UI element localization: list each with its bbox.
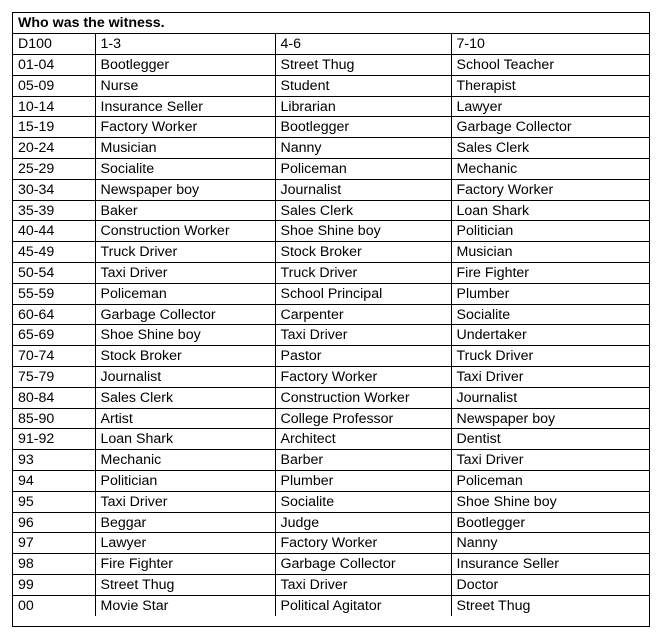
cell-result-4-6: Carpenter xyxy=(275,304,451,325)
table-row xyxy=(13,221,649,242)
cell-roll-range: 60-64 xyxy=(13,304,95,325)
cell-result-4-6: Architect xyxy=(275,429,451,450)
cell-result-4-6: Street Thug xyxy=(275,55,451,76)
cell-roll-range: 05-09 xyxy=(13,75,95,96)
table-row xyxy=(13,325,649,346)
table-row xyxy=(13,200,649,221)
title-row xyxy=(13,13,649,34)
cell-result-1-3: Truck Driver xyxy=(95,242,275,263)
table-row xyxy=(13,491,649,512)
cell-roll-range: 15-19 xyxy=(13,117,95,138)
table-row xyxy=(13,595,649,616)
witness-table xyxy=(13,13,649,616)
table-row xyxy=(13,346,649,367)
header-row xyxy=(13,34,649,55)
cell-result-1-3: Lawyer xyxy=(95,533,275,554)
cell-result-1-3: Artist xyxy=(95,408,275,429)
cell-result-7-10: Journalist xyxy=(451,387,649,408)
cell-result-7-10: Policeman xyxy=(451,471,649,492)
cell-result-7-10: Socialite xyxy=(451,304,649,325)
cell-result-7-10: Politician xyxy=(451,221,649,242)
cell-result-4-6: Socialite xyxy=(275,491,451,512)
cell-roll-range: 70-74 xyxy=(13,346,95,367)
cell-result-1-3: Construction Worker xyxy=(95,221,275,242)
cell-result-7-10: Taxi Driver xyxy=(451,367,649,388)
table-row xyxy=(13,242,649,263)
cell-roll-range: 99 xyxy=(13,575,95,596)
cell-roll-range: 00 xyxy=(13,595,95,616)
table-row xyxy=(13,575,649,596)
cell-result-7-10: Factory Worker xyxy=(451,179,649,200)
cell-result-4-6: Plumber xyxy=(275,471,451,492)
cell-result-1-3: Factory Worker xyxy=(95,117,275,138)
cell-result-4-6: College Professor xyxy=(275,408,451,429)
cell-result-4-6: Taxi Driver xyxy=(275,325,451,346)
cell-result-7-10: Street Thug xyxy=(451,595,649,616)
cell-result-7-10: Musician xyxy=(451,242,649,263)
cell-roll-range: 95 xyxy=(13,491,95,512)
table-row xyxy=(13,55,649,76)
cell-roll-range: 40-44 xyxy=(13,221,95,242)
cell-result-7-10: Undertaker xyxy=(451,325,649,346)
table-row xyxy=(13,159,649,180)
cell-result-1-3: Policeman xyxy=(95,283,275,304)
cell-result-4-6: Librarian xyxy=(275,96,451,117)
cell-result-1-3: Musician xyxy=(95,138,275,159)
cell-result-7-10: Dentist xyxy=(451,429,649,450)
table-row xyxy=(13,117,649,138)
table-row xyxy=(13,471,649,492)
table-row xyxy=(13,387,649,408)
cell-roll-range: 94 xyxy=(13,471,95,492)
cell-roll-range: 25-29 xyxy=(13,159,95,180)
cell-result-1-3: Journalist xyxy=(95,367,275,388)
cell-roll-range: 35-39 xyxy=(13,200,95,221)
table-row xyxy=(13,96,649,117)
cell-result-4-6: Factory Worker xyxy=(275,533,451,554)
cell-roll-range: 85-90 xyxy=(13,408,95,429)
cell-result-1-3: Taxi Driver xyxy=(95,491,275,512)
cell-result-1-3: Bootlegger xyxy=(95,55,275,76)
cell-roll-range: 30-34 xyxy=(13,179,95,200)
cell-roll-range: 10-14 xyxy=(13,96,95,117)
table-row xyxy=(13,283,649,304)
header-cell-roll: D100 xyxy=(13,34,95,55)
cell-result-1-3: Baker xyxy=(95,200,275,221)
cell-result-1-3: Street Thug xyxy=(95,575,275,596)
cell-result-7-10: Mechanic xyxy=(451,159,649,180)
cell-result-1-3: Taxi Driver xyxy=(95,263,275,284)
cell-result-1-3: Shoe Shine boy xyxy=(95,325,275,346)
cell-result-7-10: Plumber xyxy=(451,283,649,304)
cell-roll-range: 97 xyxy=(13,533,95,554)
cell-result-1-3: Sales Clerk xyxy=(95,387,275,408)
cell-result-1-3: Insurance Seller xyxy=(95,96,275,117)
cell-result-1-3: Nurse xyxy=(95,75,275,96)
table-row xyxy=(13,429,649,450)
cell-result-4-6: Political Agitator xyxy=(275,595,451,616)
cell-result-1-3: Garbage Collector xyxy=(95,304,275,325)
cell-result-7-10: Taxi Driver xyxy=(451,450,649,471)
table-row xyxy=(13,263,649,284)
witness-table-frame xyxy=(12,12,650,627)
cell-roll-range: 65-69 xyxy=(13,325,95,346)
table-row xyxy=(13,450,649,471)
table-title: Who was the witness. xyxy=(13,13,649,34)
cell-result-7-10: Loan Shark xyxy=(451,200,649,221)
cell-result-1-3: Fire Fighter xyxy=(95,554,275,575)
header-cell-1-3: 1-3 xyxy=(95,34,275,55)
cell-result-4-6: Student xyxy=(275,75,451,96)
cell-result-7-10: Fire Fighter xyxy=(451,263,649,284)
cell-roll-range: 98 xyxy=(13,554,95,575)
table-row xyxy=(13,367,649,388)
cell-result-4-6: Garbage Collector xyxy=(275,554,451,575)
cell-result-7-10: Shoe Shine boy xyxy=(451,491,649,512)
cell-result-4-6: Factory Worker xyxy=(275,367,451,388)
cell-result-7-10: Newspaper boy xyxy=(451,408,649,429)
cell-result-4-6: Policeman xyxy=(275,159,451,180)
header-cell-4-6: 4-6 xyxy=(275,34,451,55)
cell-result-7-10: Sales Clerk xyxy=(451,138,649,159)
cell-result-4-6: School Principal xyxy=(275,283,451,304)
table-row xyxy=(13,138,649,159)
table-row xyxy=(13,179,649,200)
cell-result-7-10: Lawyer xyxy=(451,96,649,117)
cell-result-7-10: Bootlegger xyxy=(451,512,649,533)
cell-roll-range: 50-54 xyxy=(13,263,95,284)
cell-result-1-3: Mechanic xyxy=(95,450,275,471)
cell-roll-range: 55-59 xyxy=(13,283,95,304)
cell-roll-range: 45-49 xyxy=(13,242,95,263)
cell-result-1-3: Stock Broker xyxy=(95,346,275,367)
cell-result-4-6: Barber xyxy=(275,450,451,471)
cell-result-4-6: Taxi Driver xyxy=(275,575,451,596)
cell-result-7-10: School Teacher xyxy=(451,55,649,76)
cell-result-4-6: Construction Worker xyxy=(275,387,451,408)
cell-roll-range: 93 xyxy=(13,450,95,471)
cell-result-1-3: Socialite xyxy=(95,159,275,180)
table-row xyxy=(13,512,649,533)
table-row xyxy=(13,533,649,554)
cell-roll-range: 91-92 xyxy=(13,429,95,450)
cell-result-4-6: Stock Broker xyxy=(275,242,451,263)
table-row xyxy=(13,75,649,96)
cell-result-1-3: Politician xyxy=(95,471,275,492)
table-row xyxy=(13,304,649,325)
cell-result-4-6: Nanny xyxy=(275,138,451,159)
cell-result-7-10: Insurance Seller xyxy=(451,554,649,575)
table-row xyxy=(13,554,649,575)
cell-result-1-3: Movie Star xyxy=(95,595,275,616)
cell-result-4-6: Pastor xyxy=(275,346,451,367)
cell-result-7-10: Therapist xyxy=(451,75,649,96)
cell-roll-range: 20-24 xyxy=(13,138,95,159)
cell-result-4-6: Truck Driver xyxy=(275,263,451,284)
cell-result-4-6: Journalist xyxy=(275,179,451,200)
table-row xyxy=(13,408,649,429)
cell-roll-range: 75-79 xyxy=(13,367,95,388)
cell-result-7-10: Garbage Collector xyxy=(451,117,649,138)
cell-result-7-10: Doctor xyxy=(451,575,649,596)
cell-result-4-6: Sales Clerk xyxy=(275,200,451,221)
cell-result-7-10: Nanny xyxy=(451,533,649,554)
cell-result-4-6: Judge xyxy=(275,512,451,533)
cell-roll-range: 80-84 xyxy=(13,387,95,408)
cell-result-4-6: Bootlegger xyxy=(275,117,451,138)
cell-result-7-10: Truck Driver xyxy=(451,346,649,367)
cell-roll-range: 01-04 xyxy=(13,55,95,76)
cell-result-1-3: Loan Shark xyxy=(95,429,275,450)
cell-roll-range: 96 xyxy=(13,512,95,533)
cell-result-1-3: Newspaper boy xyxy=(95,179,275,200)
cell-result-4-6: Shoe Shine boy xyxy=(275,221,451,242)
cell-result-1-3: Beggar xyxy=(95,512,275,533)
header-cell-7-10: 7-10 xyxy=(451,34,649,55)
